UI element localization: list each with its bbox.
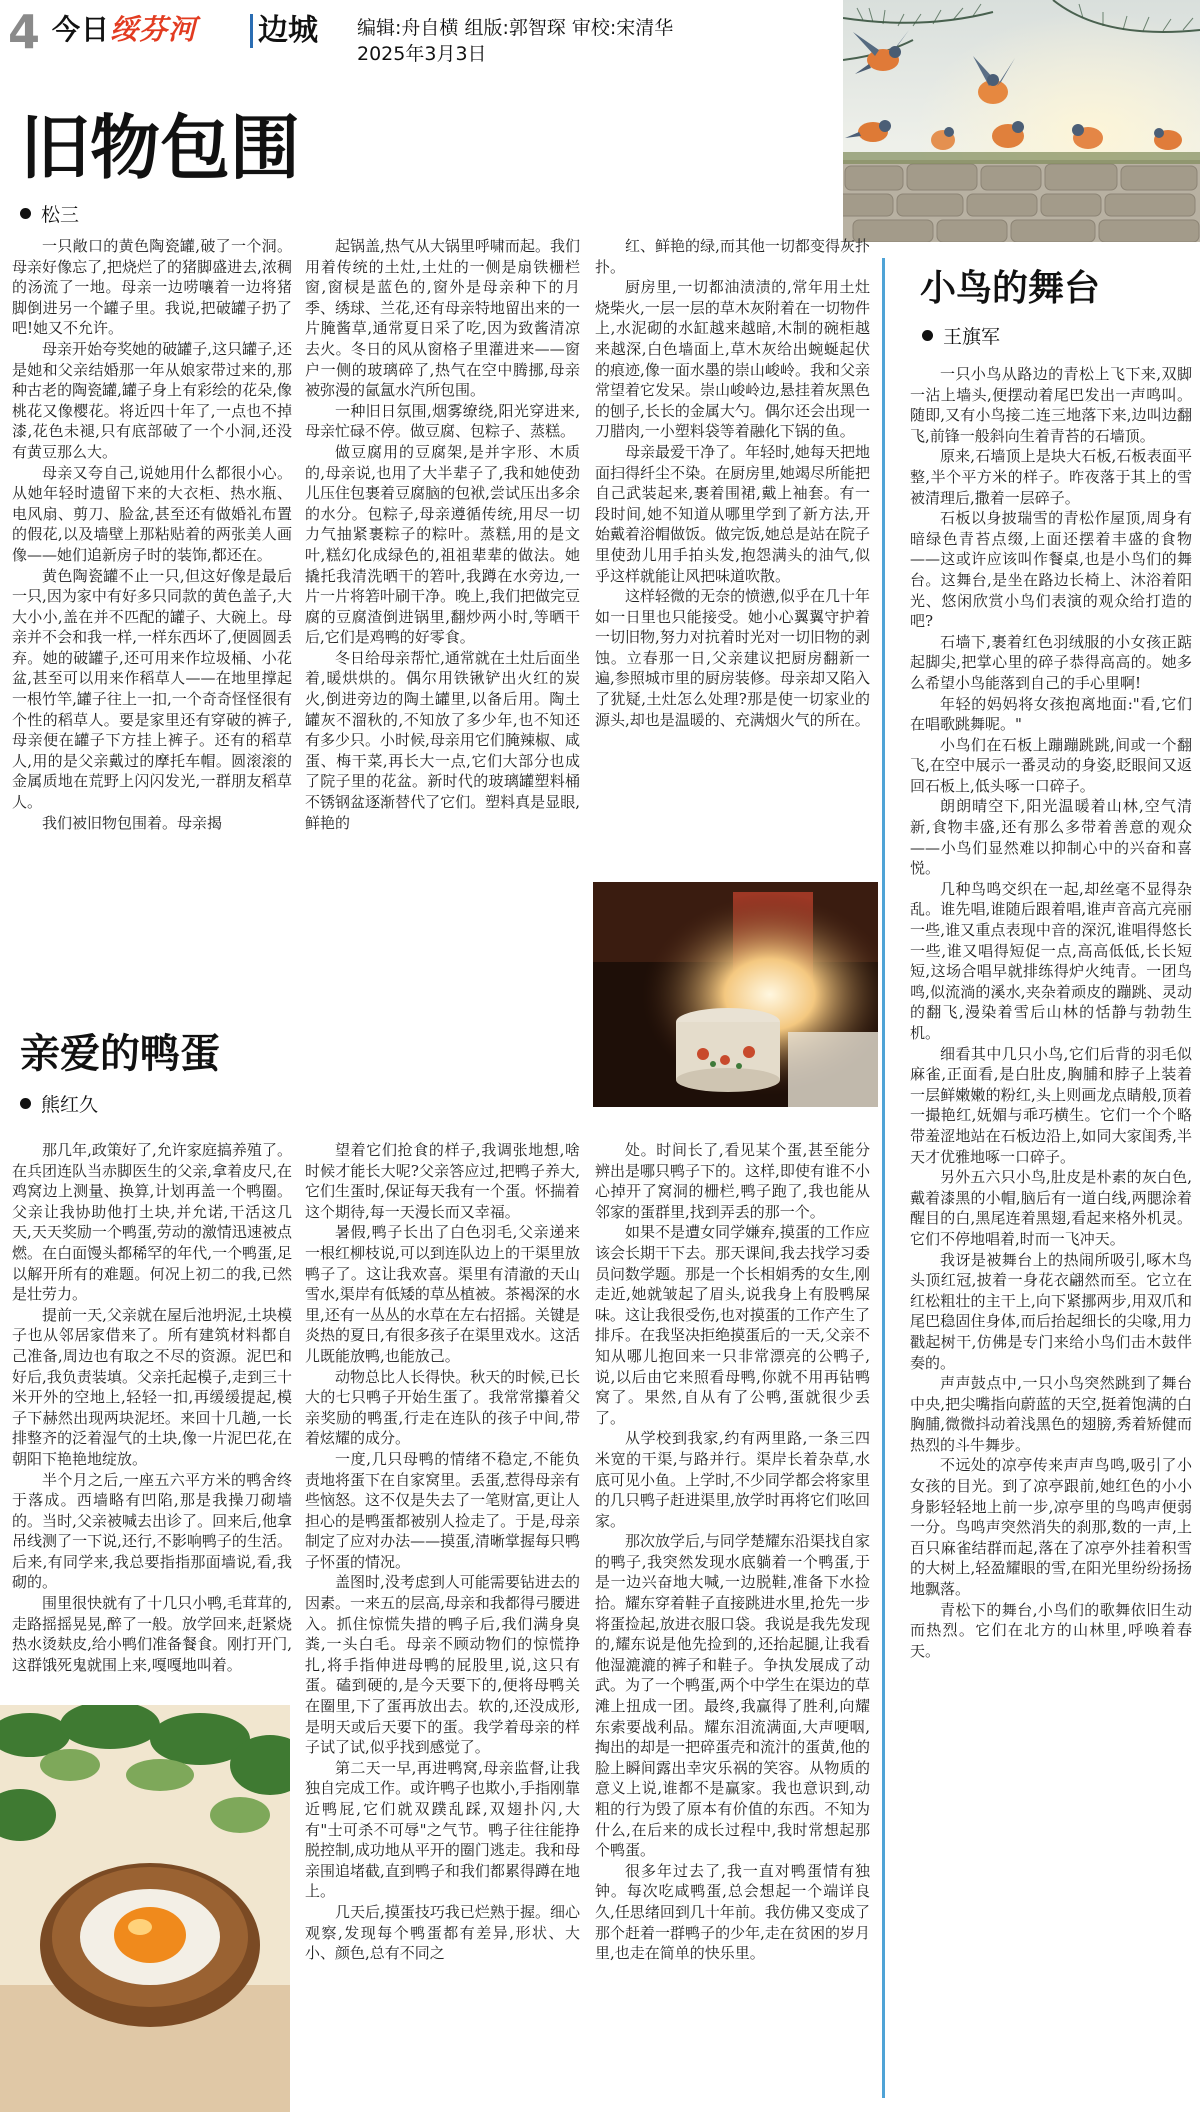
paragraph: 一只敞口的黄色陶瓷罐,破了一个洞。母亲好像忘了,把烧烂了的猪脚盛进去,浓稠的汤流了一地。母亲一边唠嚷着一边将猪脚倒进另一个罐子里。我说,把破罐子扔了吧!她又不允许。 xyxy=(12,237,292,338)
article2-author: 熊红久 xyxy=(41,1094,99,1116)
paragraph: 盖图时,没考虑到人可能需要钻进去的因素。一来五的层高,母亲和我都得弓腰进入。抓住惊慌失措的鸭子后,我们满身臭粪,一头白毛。母亲不顾动物们的惊慌挣扎,将手指伸进母鸭的屁股里,说,这只有蛋。磕到硬的,是今天要下的,便将母鸭关在圈里,下了蛋再放出去。软的,还没成形,是明天或后天要下的蛋。我学着母亲的样子试了试,似乎找到感觉了。 xyxy=(305,1573,580,1757)
paragraph: 从学校到我家,约有两里路,一条三四米宽的干渠,与路并行。渠岸长着杂草,水底可见小鱼。上学时,不少同学都会将家里的几只鸭子赶进渠里,放学时再将它们吆回家。 xyxy=(595,1429,870,1530)
newspaper-name-part1: 今日 xyxy=(52,13,111,46)
paragraph: 细看其中几只小鸟,它们后背的羽毛似麻雀,正面看,是白肚皮,胸脯和脖子上装着一层鲜嫩嫩的粉红,头上则画龙点睛般,顶着一撮艳红,妩媚与乖巧横生。它们一个个略带羞涩地站在石板边沿上,如同大家闺秀,半天才优雅地啄一口碎子。 xyxy=(910,1044,1192,1166)
paragraph: 母亲开始夸奖她的破罐子,这只罐子,还是她和父亲结婚那一年从娘家带过来的,那种古老的陶瓷罐,罐子身上有彩绘的花朵,像桃花又像樱花。将近四十年了,一点也不掉漆,花色未褪,只有底部破了一个小洞,还没有黄豆那么大。 xyxy=(12,339,292,461)
paragraph: 我们被旧物包围着。母亲揭 xyxy=(42,813,223,832)
paragraph: 很多年过去了,我一直对鸭蛋情有独钟。每次吃咸鸭蛋,总会想起一个端详良久,任思绪回到几十年前。我仿佛又变成了那个赶着一群鸭子的少年,走在贫困的岁月里,也走在简单的快乐里。 xyxy=(595,1861,870,1963)
newspaper-name xyxy=(52,10,197,50)
paragraph: 朗朗晴空下,阳光温暖着山林,空气清新,食物丰盛,还有那么多带着善意的观众——小鸟们显然难以抑制心中的兴奋和喜悦。 xyxy=(910,797,1192,878)
article1-column-3 xyxy=(595,236,870,876)
header-separator xyxy=(250,14,253,48)
paragraph: 做豆腐用的豆腐架,是并字形、木质的,母亲说,也用了大半辈子了,我和她使劲儿压住包裹着豆腐脑的包袱,尝试压出多余的水分。包粽子,母亲遵循传统,用尽一切力气抽紧裹粽子的粽叶。蒸糕,用的是文叶,糕幻化成绿色的,祖祖辈辈的做法。她撬托我清洗晒干的箬叶,我蹲在水旁边,一片一片将箬叶刷干净。晚上,我们把做完豆腐的豆腐渣倒进锅里,翻炒两小时,等晒干后,它们是鸡鸭的好零食。 xyxy=(305,442,580,647)
paragraph: 那次放学后,与同学楚耀东沿渠找自家的鸭子,我突然发现水底躺着一个鸭蛋,于是一边兴奋地大喊,一边脱鞋,准备下水捡拾。耀东穿着鞋子直接跳进水里,抢先一步将蛋捡起,放进衣服口袋。我说是我先发现的,耀东说是他先捡到的,还抬起腿,让我看他湿漉漉的裤子和鞋子。争执发展成了动武。为了一个鸭蛋,两个中学生在渠边的草滩上扭成一团。最终,我赢得了胜利,向耀东索要战利品。耀东泪流满面,大声哽咽,掏出的却是一把碎蛋壳和流汁的蛋黄,他的脸上瞬间露出幸灾乐祸的笑容。从物质的意义上说,谁都不是赢家。我也意识到,动粗的行为毁了原本有价值的东西。不知为什么,在后来的成长过程中,我时常想起那个鸭蛋。 xyxy=(595,1532,870,1860)
paragraph: 几天后,摸蛋技巧我已烂熟于握。细心观察,发现每个鸭蛋都有差异,形状、大小、颜色,总有不同之 xyxy=(305,1902,580,1963)
paragraph: 母亲又夸自己,说她用什么都很小心。从她年轻时遗留下来的大衣柜、热水瓶、电风扇、剪刀、脸盆,甚至还有做婚礼布置的假花,以及墙壁上那粘贴着的两张美人画像——她们追新房子时的装饰,都还在。 xyxy=(12,463,292,564)
article2-byline xyxy=(20,1090,98,1117)
paragraph: 石板以身披瑞雪的青松作屋顶,周身有暗绿色青苔点缀,上面还摆着丰盛的食物——这或许应该叫作餐桌,也是小鸟们的舞台。这舞台,是坐在路边长椅上、沐浴着阳光、悠闲欣赏小鸟们表演的观众给打造的吧? xyxy=(910,509,1192,631)
paragraph: 年轻的妈妈将女孩抱离地面:"看,它们在唱歌跳舞呢。" xyxy=(910,694,1192,734)
issue-date: 2025年3月3日 xyxy=(357,43,487,65)
paragraph: 处。时间长了,看见某个蛋,甚至能分辨出是哪只鸭子下的。这样,即使有谁不小心掉开了窝洞的栅栏,鸭子跑了,我也能从邻家的蛋群里,找到弄丢的那一个。 xyxy=(595,1141,870,1221)
paragraph: 几种鸟鸣交织在一起,却丝毫不显得杂乱。谁先唱,谁随后跟着唱,谁声音高亢亮丽一些,谁又重点表现中音的深沉,谁唱得悠长一些,谁又唱得短促一点,高高低低,长长短短,这场合唱早就排练得炉火纯青。一团鸟鸣,似流淌的溪水,夹杂着顽皮的蹦跳、灵动的翻飞,漫染着雪后山林的恬静与勃勃生机。 xyxy=(910,879,1192,1042)
paragraph: 黄色陶瓷罐不止一只,但这好像是最后一只,因为家中有好多只同款的黄色盖子,大大小小,盖在并不匹配的罐子、大碗上。母亲并不会和我一样,一样东西坏了,便圆圆丢弃。她的破罐子,还可用来作垃圾桶、小花盆,甚至可以用来作稻草人——在地里撑起一根竹竿,罐子往上一扣,一个奇奇怪怪很有个性的稻草人。要是家里还有穿破的裤子,母亲便在罐子下方挂上裤子。还有的稻草人,用的是父亲戴过的摩托车帽。圆滚滚的金属质地在荒野上闪闪发光,一群朋友稻草人。 xyxy=(12,566,292,812)
paragraph: 起锅盖,热气从大锅里呼啸而起。我们用着传统的土灶,土灶的一侧是扇铁栅栏窗,窗棂是蓝色的,窗外是母亲种下的月季、绣球、兰花,还有母亲特地留出来的一片腌酱草,通常夏日采了吃,因为致酱清凉去火。冬日的风从窗格子里灌进来——窗户一侧的玻璃碎了,热气在空中腾挪,母亲被弥漫的氤氲水汽所包围。 xyxy=(305,237,580,400)
bullet-dot-icon xyxy=(922,330,933,341)
article1-column-2 xyxy=(305,236,580,956)
column-rule xyxy=(882,258,885,2098)
paragraph: 石墙下,裹着红色羽绒服的小女孩正踮起脚尖,把掌心里的碎子恭得高高的。她多么希望小鸟能落到自己的手心里啊! xyxy=(910,632,1192,692)
paragraph: 半个月之后,一座五六平方米的鸭舍终于落成。西墙略有凹陷,那是我操刀砌墙的。当时,父亲被喊去出诊了。回来后,他拿吊线测了一下说,还行,不影响鸭子的生活。后来,有同学来,我总要指指那面墙说,看,我砌的。 xyxy=(12,1470,292,1592)
paragraph: 一只小鸟从路边的青松上飞下来,双脚一沾上墙头,便摆动着尾巴发出一声鸣叫。随即,又有小鸟接二连三地落下来,边叫边翻飞,前锋一般斜向生着青苔的石墙顶。 xyxy=(910,365,1192,445)
newspaper-name-part2: 绥芬河 xyxy=(110,13,198,46)
paragraph: 动物总比人长得快。秋天的时候,已长大的七只鸭子开始生蛋了。我常常攥着父亲奖励的鸭蛋,行走在连队的孩子中间,带着炫耀的成分。 xyxy=(305,1367,580,1448)
bullet-dot-icon xyxy=(20,208,31,219)
section-name: 边城 xyxy=(258,13,318,48)
birds-photo xyxy=(843,0,1200,242)
paragraph: 一种旧日氛围,烟雾缭绕,阳光穿进来,母亲忙碌不停。做豆腐、包粽子、蒸糕。 xyxy=(305,401,580,441)
duck-egg-illustration xyxy=(0,1705,290,2112)
paragraph: 望着它们抢食的样子,我调张地想,啥时候才能长大呢?父亲答应过,把鸭子养大,它们生蛋时,保证每天我有一个蛋。怀揣着这个期待,每一天漫长而又幸福。 xyxy=(305,1141,580,1221)
paragraph: 提前一天,父亲就在屋后池坍泥,土块模子也从邻居家借来了。所有建筑材料都自己准备,周边也有取之不尽的资源。泥巴和好后,我负责装填。父亲托起模子,走到三十米开外的空地上,轻轻一扣,再缓缓提起,模子下赫然出现两块泥坯。来回十几趟,一长排整齐的泛着湿气的土块,像一片泥巴花,在朝阳下艳艳地绽放。 xyxy=(12,1305,292,1468)
paragraph: 母亲最爱干净了。年轻时,她每天把地面扫得纤尘不染。在厨房里,她竭尽所能把自己武装起来,裹着围裙,戴上袖套。有一段时间,她不知道从哪里学到了新方法,开始戴着浴帽做饭。做完饭,她总是站在院子里使劲儿用手拍头发,抱怨满头的油气,似乎这样就能让风把味道吹散。 xyxy=(595,442,870,585)
article3-title: 小鸟的舞台 xyxy=(920,267,1101,309)
article1-column-1 xyxy=(12,236,292,956)
page-number: 4 xyxy=(8,5,41,59)
article2-title: 亲爱的鸭蛋 xyxy=(20,1030,220,1077)
paragraph: 原来,石墙顶上是块大石板,石板表面平整,半个平方米的样子。昨夜落于其上的雪被清理后,撒着一层碎子。 xyxy=(910,447,1192,507)
paragraph: 如果不是遭女同学嫌弃,摸蛋的工作应该会长期干下去。那天课间,我去找学习委员问数学题。那是一个长相娟秀的女生,刚走近,她就皱起了眉头,说我身上有股鸭屎味。这让我很受伤,也对摸蛋的工作产生了排斥。在我坚决拒绝摸蛋后的一天,父亲不知从哪儿抱回来一只非常漂亮的公鸭子,说,以后由它来照看母鸭,你就不用再钻鸭窝了。果然,自从有了公鸭,蛋就很少丢了。 xyxy=(595,1223,870,1427)
article3-column xyxy=(910,364,1192,2104)
article2-column-2 xyxy=(305,1140,580,2112)
paragraph: 声声鼓点中,一只小鸟突然跳到了舞台中央,把尖嘴指向蔚蓝的天空,挺着饱满的白胸脯,微微抖动着浅黑色的翅膀,秀着矫健而热烈的斗牛舞步。 xyxy=(910,1374,1192,1454)
paragraph: 青松下的舞台,小鸟们的歌舞依旧生动而热烈。它们在北方的山林里,呼唤着春天。 xyxy=(910,1600,1192,1660)
paragraph: 另外五六只小鸟,肚皮是朴素的灰白色,戴着漆黑的小帽,脑后有一道白线,两腮涂着醒目的白,黑尾连着黑翅,看起来格外机灵。它们不停地唱着,时而一飞冲天。 xyxy=(910,1168,1192,1248)
paragraph: 这样轻微的无奈的愤懑,似乎在几十年如一日里也只能接受。她小心翼翼守护着一切旧物,努力对抗着时光对一切旧物的剥蚀。立春那一日,父亲建议把厨房翻新一遍,参照城市里的厨房装修。母亲却又陷入了犹疑,土灶怎么处理?那是使一切家业的源头,却也是温暖的、充满烟火气的所在。 xyxy=(595,587,870,729)
cooking-photo xyxy=(593,882,878,1107)
article2-column-1 xyxy=(12,1140,292,1700)
paragraph: 第二天一早,再进鸭窝,母亲监督,让我独自完成工作。或许鸭子也欺小,手指刚靠近鸭屁,它们就双蹼乱踩,双翅扑闪,大有"士可杀不可辱"之气节。鸭子往往能挣脱控制,成功地从平开的圈门逃走。我和母亲围追堵截,直到鸭子和我们都累得蹲在地上。 xyxy=(305,1758,580,1901)
paragraph: 小鸟们在石板上蹦蹦跳跳,间或一个翻飞,在空中展示一番灵动的身姿,眨眼间又返回石板上,低头啄一口碎子。 xyxy=(910,735,1192,795)
article1-author: 松三 xyxy=(41,204,80,226)
article1-byline xyxy=(20,200,79,227)
paragraph: 围里很快就有了十几只小鸭,毛茸茸的,走路摇摇晃晃,醉了一般。放学回来,赶紧烧热水烫麸皮,给小鸭们准备餐食。刚打开门,这群饿死鬼就围上来,嘎嘎地叫着。 xyxy=(12,1594,292,1674)
article3-byline xyxy=(922,322,1000,349)
paragraph: 暑假,鸭子长出了白色羽毛,父亲递来一根红柳枝说,可以到连队边上的干渠里放鸭子了。这让我欢喜。渠里有清澈的天山雪水,渠岸有低矮的草丛植被。茶褐深的水里,还有一丛丛的水草在左右招摇。关键是炎热的夏日,有很多孩子在渠里戏水。这活儿既能放鸭,也能放己。 xyxy=(305,1223,580,1365)
article3-author: 王旗军 xyxy=(943,326,1001,348)
article1-title: 旧物包围 xyxy=(20,106,300,189)
paragraph: 不远处的凉亭传来声声鸟鸣,吸引了小女孩的目光。到了凉亭跟前,她红色的小小身影轻轻地上前一步,凉亭里的鸟鸣声便弱一分。鸟鸣声突然消失的刹那,数的一声,上百只麻雀结群而起,落在了凉亭外挂着积雪的大树上,轻盈耀眼的雪,在阳光里纷纷扬扬地飘落。 xyxy=(910,1456,1192,1599)
paragraph: 厨房里,一切都油渍渍的,常年用土灶烧柴火,一层一层的草木灰附着在一切物件上,水泥砌的水缸越来越暗,木制的碗柜越来越深,白色墙面上,草木灰给出蜿蜒起伏的痕迹,像一面水墨的崇山峻岭。我和父亲常望着它发呆。崇山峻岭边,悬挂着灰黑色的刨子,长长的金属大勺。偶尔还会出现一刀腊肉,一小塑料袋等着融化下锅的鱼。 xyxy=(595,278,870,441)
paragraph: 冬日给母亲帮忙,通常就在土灶后面坐着,暖烘烘的。偶尔用铁锹铲出火红的炭火,倒进旁边的陶土罐里,以备后用。陶土罐灰不溜秋的,不知放了多少年,也不知还有多少只。小时候,母亲用它们腌辣椒、咸蛋、梅干菜,再长大一点,它们大部分也成了院子里的花盆。新时代的玻璃罐塑料桶不锈钢盆逐渐替代了它们。塑料真是显眼,鲜艳的 xyxy=(305,648,580,832)
paragraph: 那几年,政策好了,允许家庭搞养殖了。在兵团连队当赤脚医生的父亲,拿着皮尺,在鸡窝边上测量、换算,计划再盖一个鸭圈。父亲让我协助他打土块,并允诺,干活这几天,天天奖励一个鸭蛋,劳动的激情迅速被点燃。在白面馒头都稀罕的年代,一个鸭蛋,足以解开所有的难题。何况上初二的我,已然是壮劳力。 xyxy=(12,1141,292,1304)
bullet-dot-icon xyxy=(20,1098,31,1109)
paragraph: 我讶是被舞台上的热闹所吸引,啄木鸟头顶红冠,披着一身花衣翩然而至。它立在红松粗壮的主干上,向下紧挪两步,用双爪和尾巴稳固住身体,而后抬起细长的尖喙,用力戳起树干,仿佛是专门来给小鸟们击木鼓伴奏的。 xyxy=(910,1250,1192,1372)
paragraph: 红、鲜艳的绿,而其他一切都变得灰扑扑。 xyxy=(595,237,870,276)
article2-column-3 xyxy=(595,1140,870,2112)
paragraph: 一度,几只母鸭的情绪不稳定,不能负责地将蛋下在自家窝里。丢蛋,惹得母亲有些恼怒。这不仅是失去了一笔财富,更让人担心的是鸭蛋都被别人捡走了。于是,母亲制定了应对办法——摸蛋,清晰掌握每只鸭子怀蛋的情况。 xyxy=(305,1449,580,1571)
editor-credits: 编辑:舟自横 组版:郭智琛 审校:宋清华 xyxy=(357,17,674,39)
